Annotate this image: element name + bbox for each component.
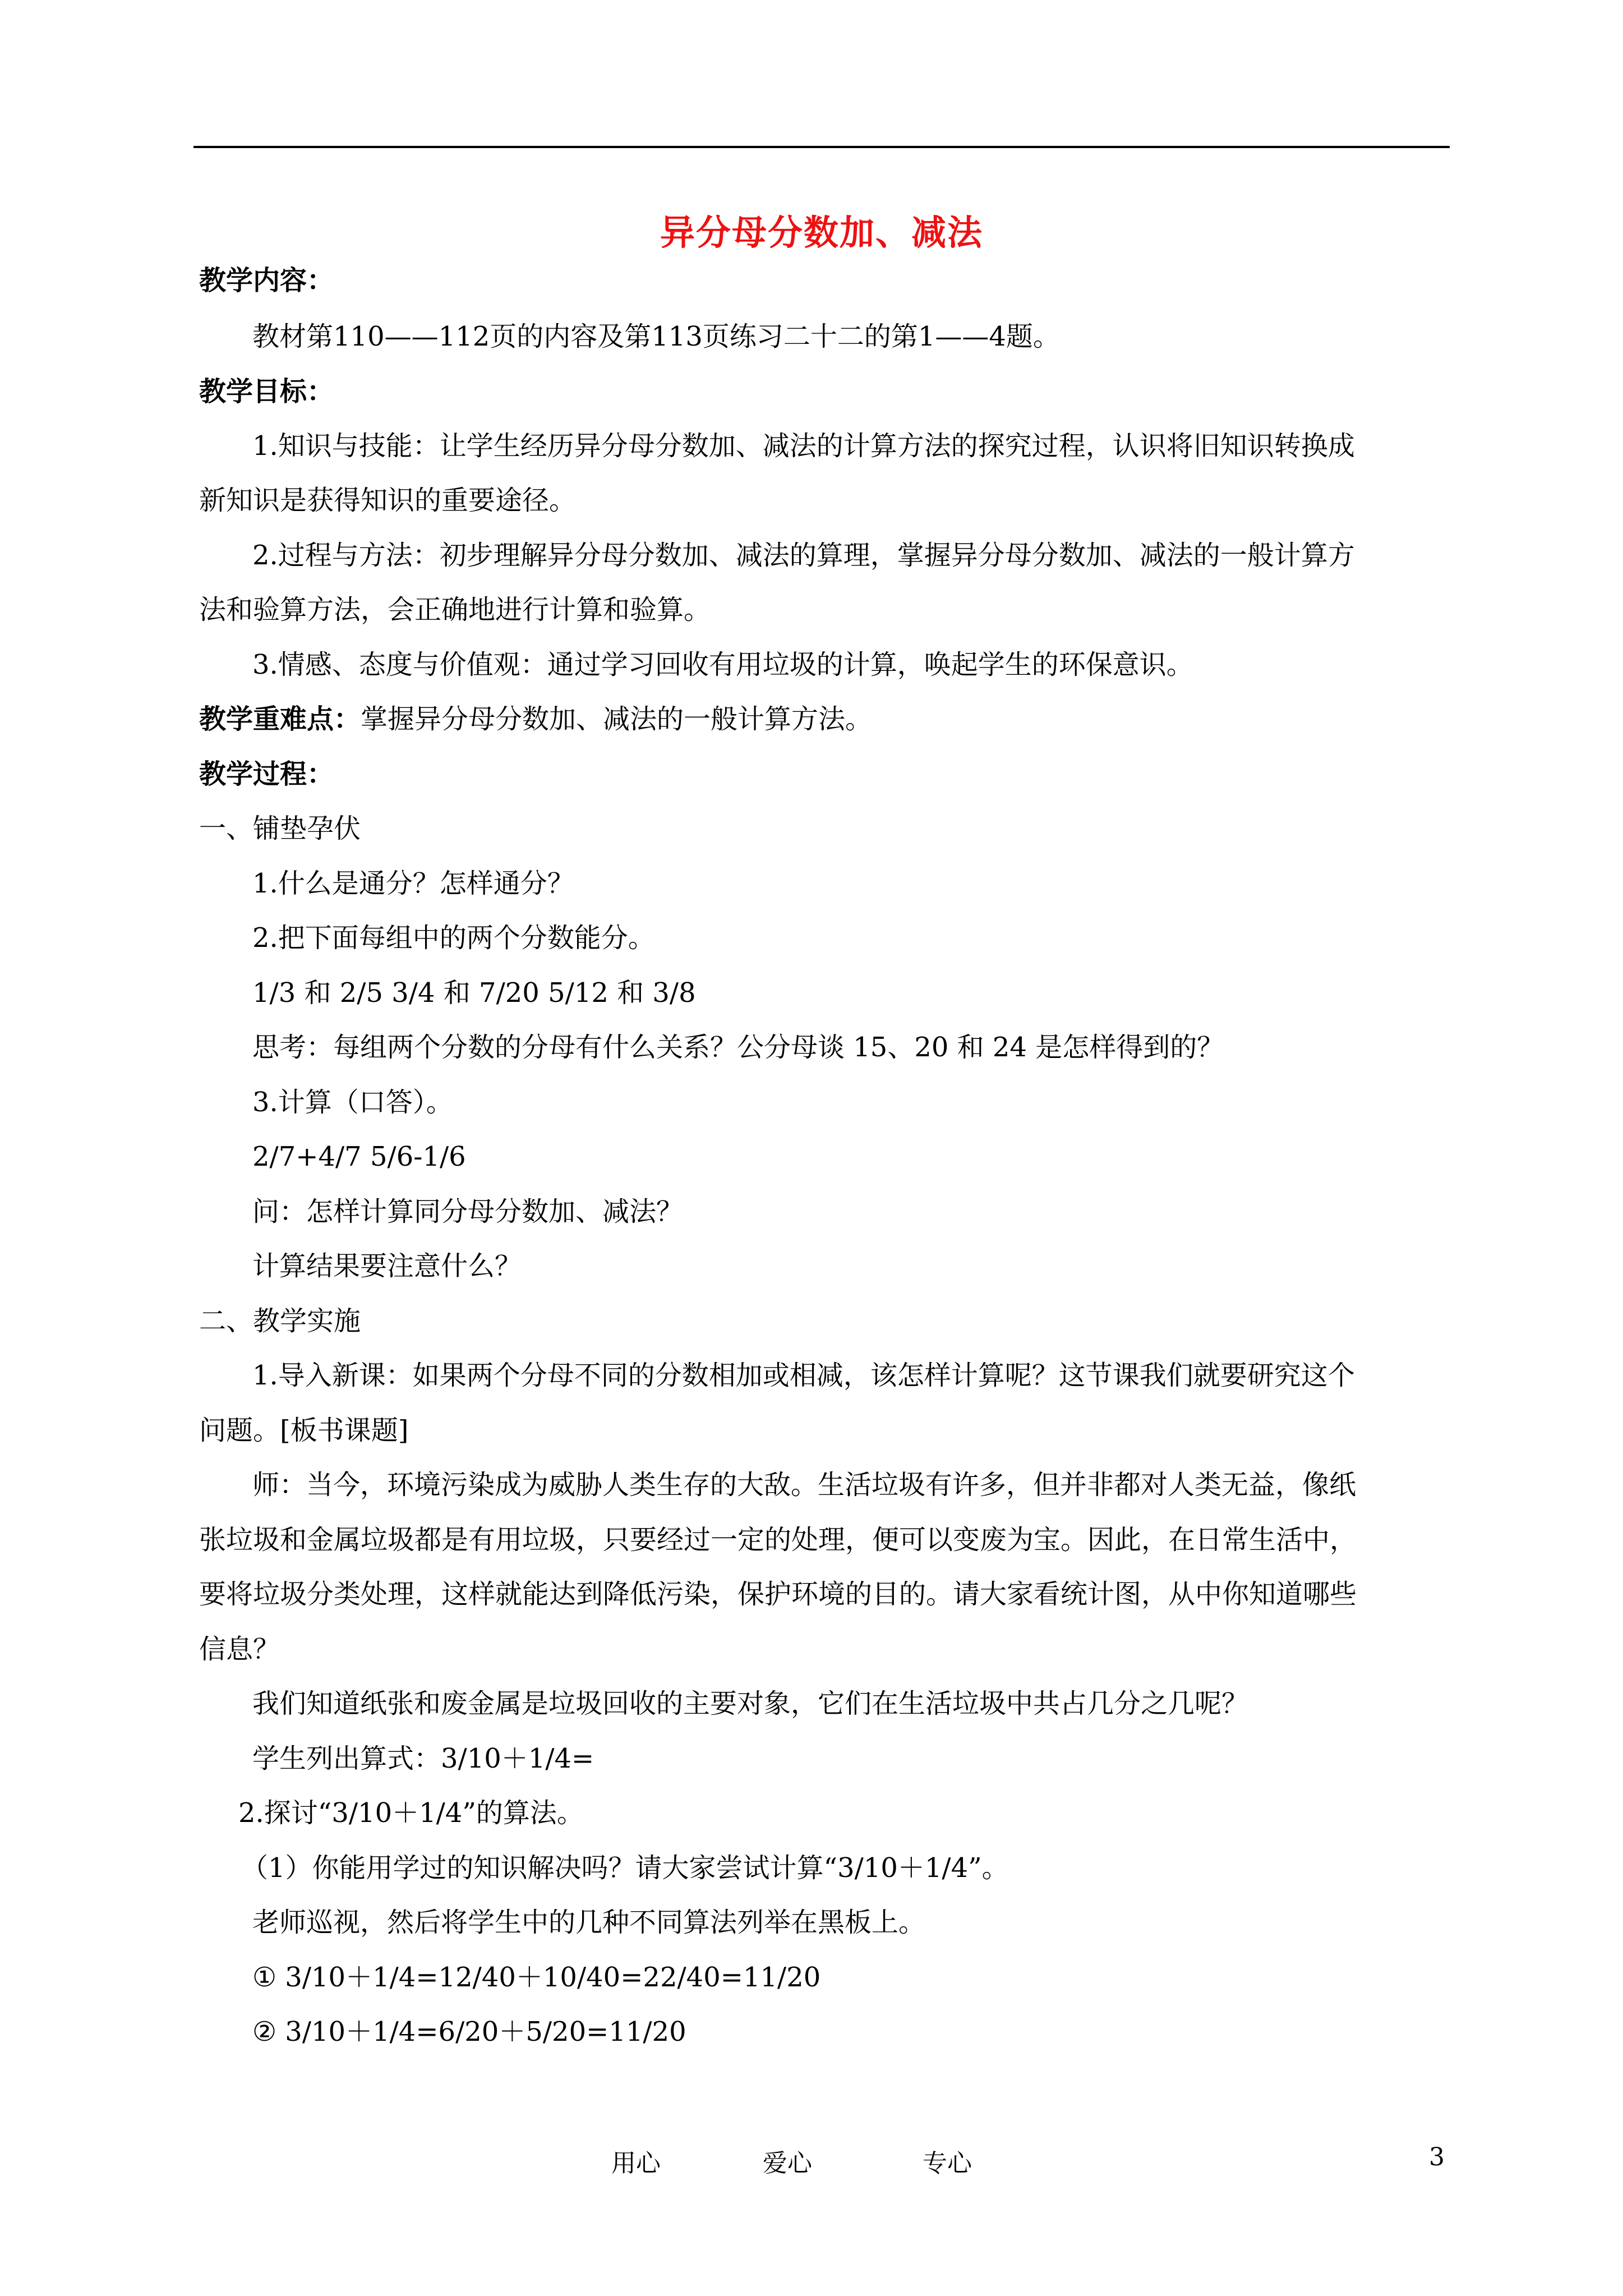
paragraph-line: 计算结果要注意什么？ [252, 1250, 522, 1282]
paragraph-line: 3.计算（口答）。 [252, 1087, 453, 1118]
paragraph-line: （1）你能用学过的知识解决吗？请大家尝试计算“3/10＋1/4”。 [241, 1852, 1009, 1884]
page-number: 3 [1429, 2143, 1445, 2171]
formula-line: 学生列出算式：3/10＋1/4= [252, 1743, 594, 1774]
method-one: ① 3/10＋1/4=12/40＋10/40=22/40=11/20 [252, 1962, 821, 1993]
paragraph-line: 2.探讨“3/10＋1/4”的算法。 [238, 1797, 584, 1829]
footer-item-3: 专心 [923, 2149, 972, 2178]
paragraph-line: 信息？ [199, 1634, 280, 1665]
section-heading: 二、教学实施 [199, 1305, 361, 1337]
paragraph-line: 我们知道纸张和废金属是垃圾回收的主要对象，它们在生活垃圾中共占几分之几呢？ [252, 1688, 1249, 1719]
paragraph-line: 师：当今，环境污染成为威胁人类生存的大敌。生活垃圾有许多，但并非都对人类无益，像纸 [252, 1469, 1357, 1501]
document-title: 异分母分数加、减法 [660, 212, 983, 253]
paragraph-line: 教材第110——112页的内容及第113页练习二十二的第1——4题。 [252, 321, 1060, 352]
method-two: ② 3/10＋1/4=6/20＋5/20=11/20 [252, 2016, 686, 2047]
paragraph-line: 新知识是获得知识的重要途径。 [199, 485, 577, 516]
footer-item-1: 用心 [611, 2149, 661, 2178]
paragraph-line: 3.情感、态度与价值观：通过学习回收有用垃圾的计算，唤起学生的环保意识。 [252, 649, 1193, 680]
heading-key-points: 教学重难点：掌握异分母分数加、减法的一般计算方法。 [199, 703, 873, 735]
calculation-line: 2/7+4/7 5/6-1/6 [252, 1141, 466, 1172]
paragraph-line: 张垃圾和金属垃圾都是有用垃圾，只要经过一定的处理，便可以变废为宝。因此，在日常生活中， [199, 1524, 1357, 1556]
heading-objectives: 教学目标： [199, 376, 334, 407]
paragraph-line: 2.把下面每组中的两个分数能分。 [252, 922, 655, 954]
paragraph-line: 要将垃圾分类处理，这样就能达到降低污染，保护环境的目的。请大家看统计图，从中你知道哪些 [199, 1579, 1357, 1610]
paragraph-line: 1.知识与技能：让学生经历异分母分数加、减法的计算方法的探究过程，认识将旧知识转换成 [252, 430, 1355, 462]
paragraph-line: 1.什么是通分？怎样通分？ [252, 868, 574, 899]
heading-content: 教学内容： [199, 265, 334, 296]
fraction-groups: 1/3 和 2/5 3/4 和 7/20 5/12 和 3/8 [252, 977, 696, 1009]
paragraph-line: 1.导入新课：如果两个分母不同的分数相加或相减，该怎样计算呢？这节课我们就要研究这个 [252, 1360, 1355, 1391]
paragraph-line: 老师巡视，然后将学生中的几种不同算法列举在黑板上。 [252, 1907, 926, 1938]
paragraph-line: 问：怎样计算同分母分数加、减法？ [252, 1196, 684, 1227]
paragraph-line: 2.过程与方法：初步理解异分母分数加、减法的算理，掌握异分母分数加、减法的一般计算方 [252, 540, 1355, 571]
heading-process: 教学过程： [199, 758, 334, 790]
header-rule [193, 146, 1450, 148]
section-heading: 一、铺垫孕伏 [199, 813, 361, 844]
paragraph-line: 问题。[板书课题] [199, 1415, 409, 1446]
paragraph-line: 法和验算方法，会正确地进行计算和验算。 [199, 594, 711, 625]
footer-item-2: 爱心 [763, 2149, 812, 2178]
paragraph-line: 思考：每组两个分数的分母有什么关系？公分母谈 15、20 和 24 是怎样得到的？ [252, 1032, 1224, 1063]
